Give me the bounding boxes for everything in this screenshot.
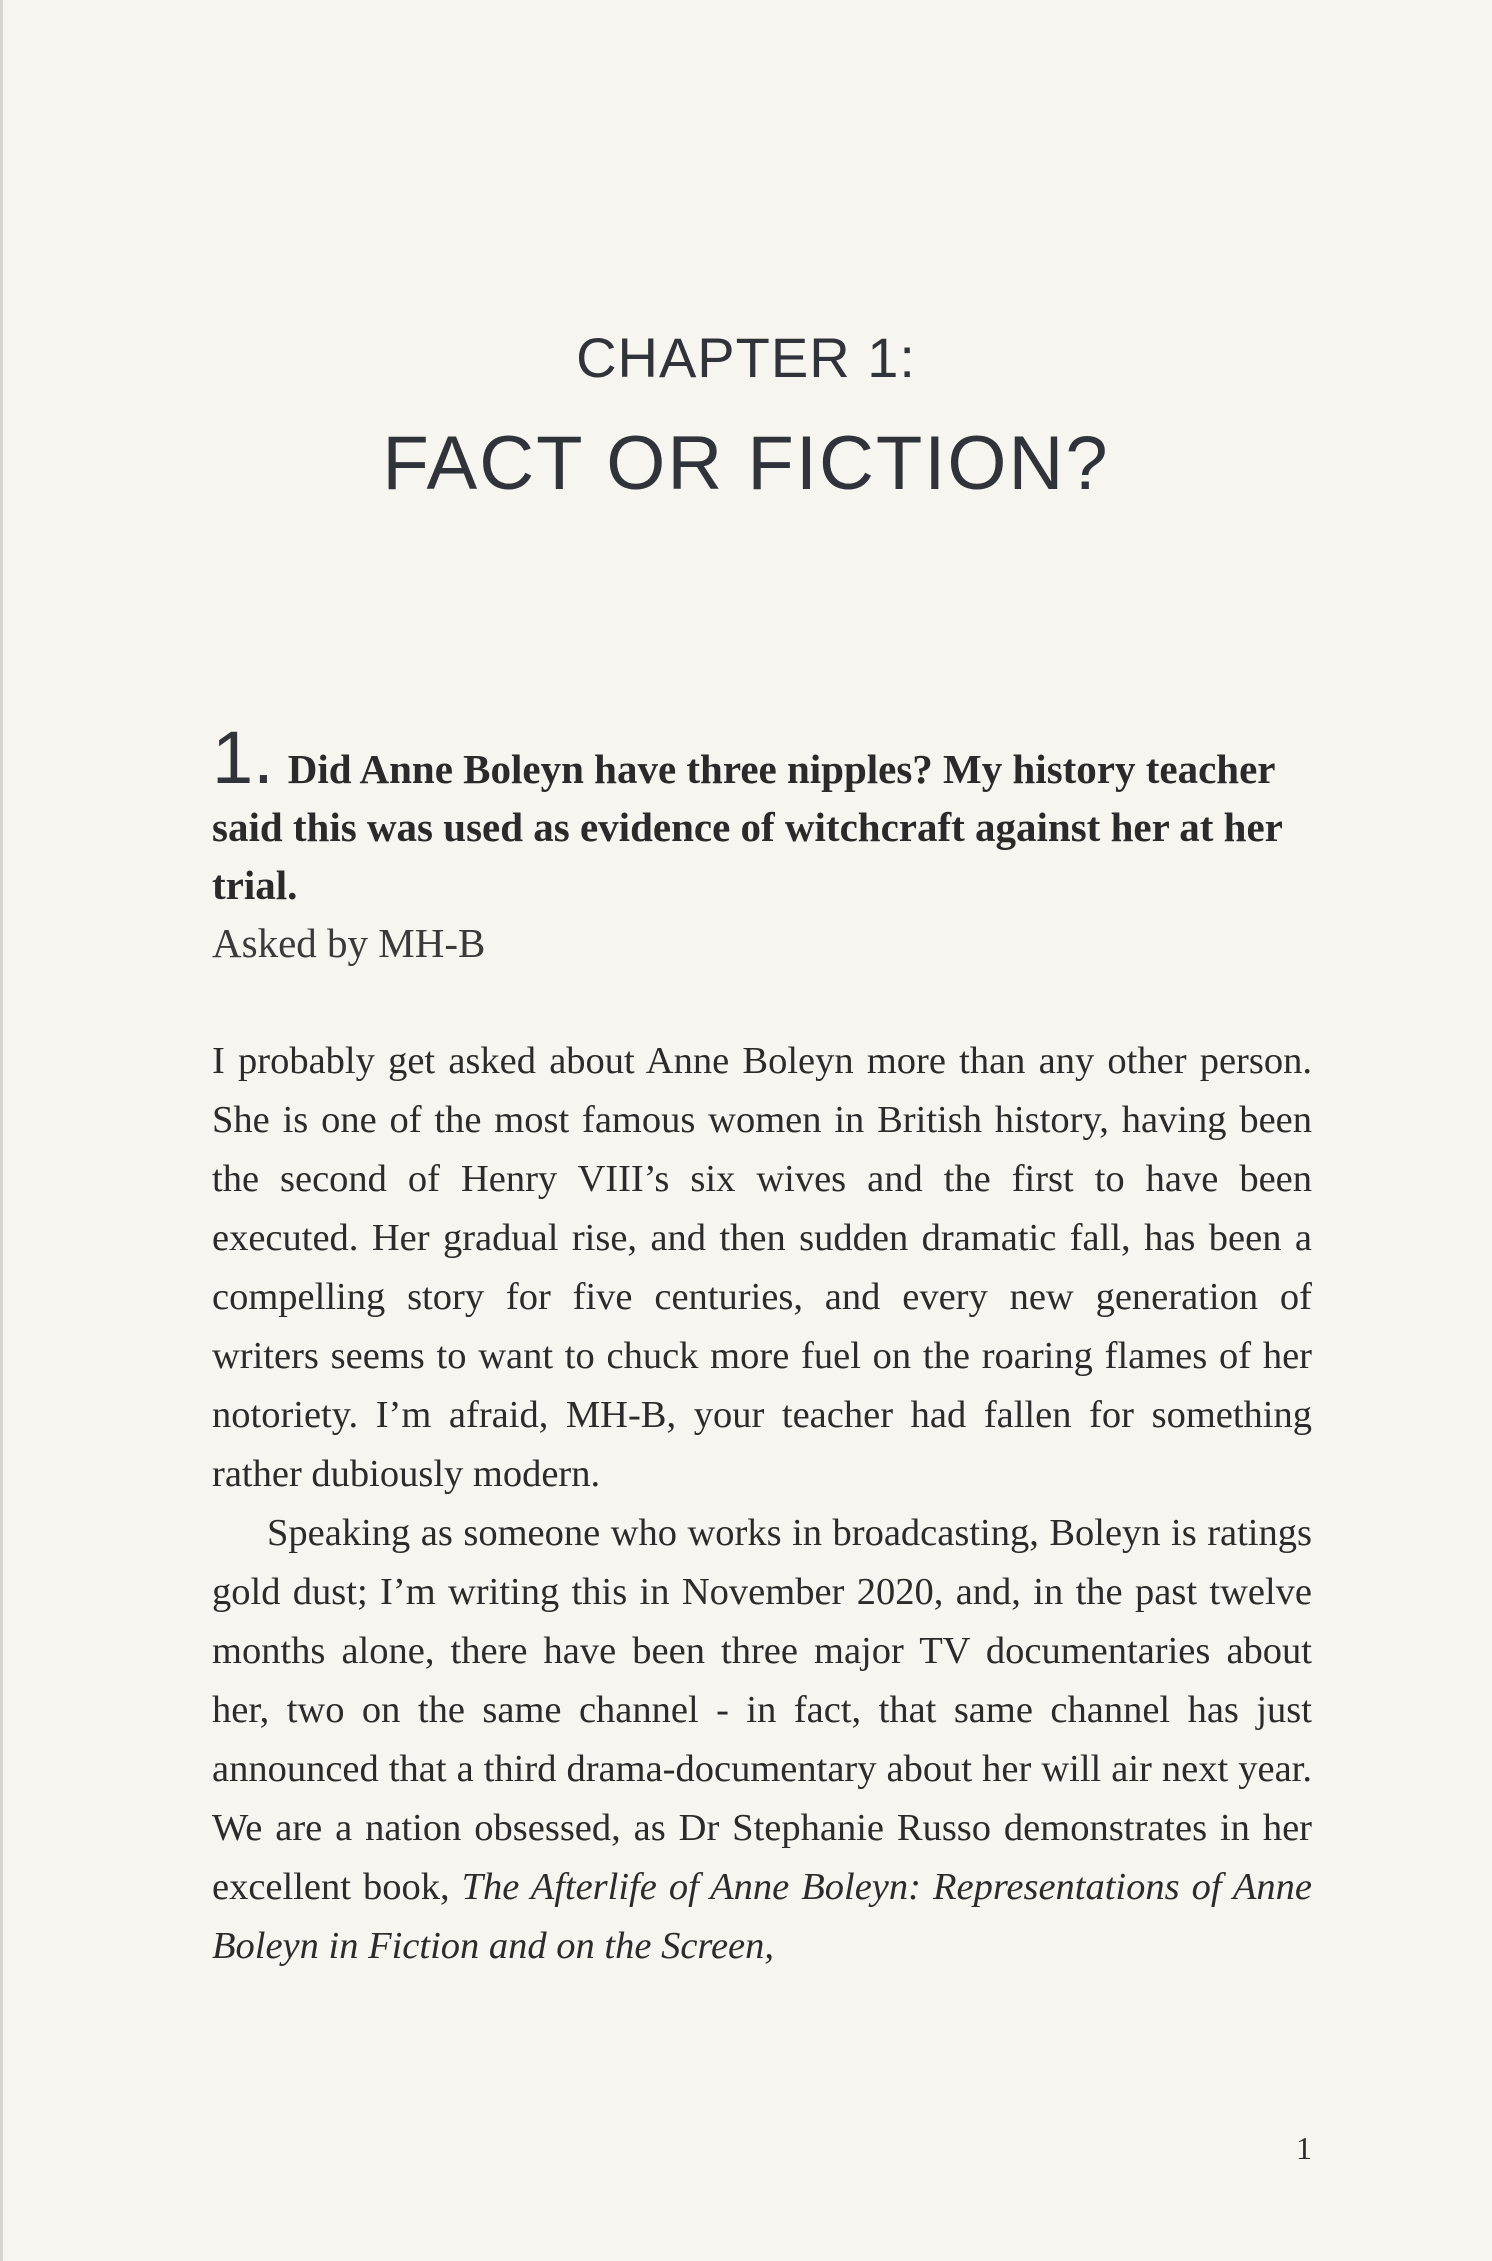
body-text (212, 1032, 1312, 1976)
asked-by: Asked by MH-B (212, 920, 486, 966)
question-text: Did Anne Boleyn have three nipples? My history teacher said this was used as evidence of witchcraft against her at her trial. (212, 746, 1283, 908)
question-number: 1. (212, 716, 274, 799)
book-title: The Afterlife of Anne Boleyn: Representations of Anne Boleyn in Fiction and on the Screen, (212, 1866, 1312, 1967)
page-number: 1 (1296, 2130, 1312, 2166)
paragraph-1: I probably get asked about Anne Boleyn more than any other person. She is one of the most famous women in British history, having been the second of Henry VIII’s six wives and the first to have been executed. Her gradual rise, and then sudden dramatic fall, has been a compelling story for five centuries, and every new generation of writers seems to want to chuck more fuel on the roaring flames of her notoriety. I’m afraid, MH-B, your teacher had fallen for something rather dubiously modern. (212, 1040, 1312, 1495)
chapter-title: FACT OR FICTION? (382, 421, 1110, 506)
chapter-label: CHAPTER 1: (576, 326, 916, 389)
main-content (212, 716, 1312, 1976)
paragraph-2-text: Speaking as someone who works in broadcasting, Boleyn is ratings gold dust; I’m writing this in November 2020, and, in the past twelve months alone, there have been three major TV documentaries about her, two on the same channel - in fact, that same channel has just announced that a third drama-documentary about her will air next year. We are a nation obsessed, as Dr Stephanie Russo demonstrates in her excellent book, (212, 1512, 1312, 1908)
question-heading (212, 716, 1312, 914)
paragraph-2 (212, 1504, 1312, 1976)
